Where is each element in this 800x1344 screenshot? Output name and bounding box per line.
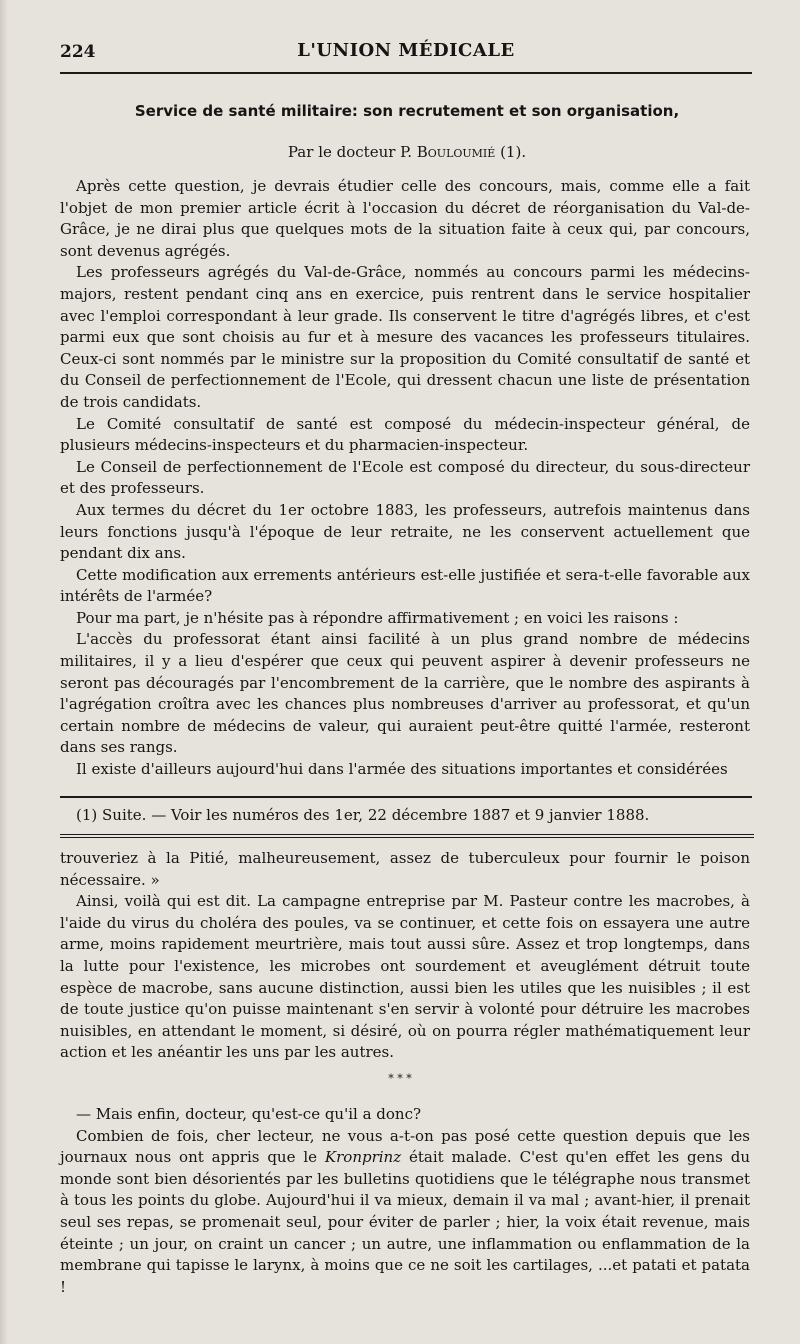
section-asterism: * * * (388, 1072, 412, 1085)
footnote: (1) Suite. — Voir les numéros des 1er, 22 décembre 1887 et 9 janvier 1888. (76, 806, 650, 824)
running-header (60, 40, 752, 70)
paragraph: Le Conseil de perfectionnement de l'Ecole est composé du directeur, du sous-directeur et des professeurs. (60, 457, 750, 498)
paragraph-text: était malade. C'est qu'en effet les gens du monde sont bien désorientés par les bulletins quotidiens que le télégraphe nous transmet à tous les points du globe. Aujourd'hui il va mieux, demain il va mal ; avant-hier, il prenait seul ses repas, se promenait seul, pour éviter de parler ; hier, la voix était revenue, mais éteinte ; un jour, on craint un cancer ; un autre, une inflammation ou enflammation de la membrane qui tapisse le larynx, à moins que ce ne soit les cartilages, ...et patati et patata ! (60, 1148, 750, 1296)
paragraph: Aux termes du décret du 1er octobre 1883, les professeurs, autrefois maintenus dans leurs fonctions jusqu'à l'époque de leur retraite, ne les conservent actuellement que pendant dix ans. (60, 500, 750, 563)
dialogue-line: — Mais enfin, docteur, qu'est-ce qu'il a donc? (76, 1105, 422, 1123)
footnote-rule (60, 796, 752, 798)
paragraph: Les professeurs agrégés du Val-de-Grâce, nommés au concours parmi les médecins-majors, restent pendant cinq ans en exercice, puis rentrent dans le service hospitalier avec l'emploi correspondant à leur grade. Ils conservent le titre d'agrégés libres, et c'est parmi eux que sont choisis au fur et à mesure des vacances les professeurs titulaires. Ceux-ci sont nommés par le ministre sur la proposition du Comité consultatif de santé et du Conseil de perfectionnement de l'Ecole, qui dressent chacun une liste de présentation de trois candidats. (60, 263, 750, 411)
article-byline (62, 143, 752, 161)
paragraph: Après cette question, je devrais étudier celle des concours, mais, comme elle a fait l'objet de mon premier article écrit à l'occasion du décret de réorganisation du Val-de-Grâce, je ne dirai plus que quelques mots de la situation faite à ceux qui, par concours, sont devenus agrégés. (60, 177, 750, 260)
author-name: Bouloumié (416, 143, 496, 161)
byline-prefix: Par le docteur P. (287, 143, 417, 161)
header-rule (60, 72, 752, 74)
emphasis-kronprinz: Kronprinz (324, 1148, 402, 1167)
feuilleton-continuation (60, 1104, 750, 1298)
feuilleton-body (60, 848, 750, 1064)
page-number: 224 (60, 42, 96, 62)
paragraph: Cette modification aux errements antérieurs est-elle justifiée et sera-t-elle favorable aux intérêts de l'armée? (60, 565, 750, 606)
paragraph: Le Comité consultatif de santé est composé du médecin-inspecteur général, de plusieurs médecins-inspecteurs et du pharmacien-inspecteur. (60, 414, 750, 455)
byline-suffix: (1). (495, 143, 527, 161)
paragraph: Ainsi, voilà qui est dit. La campagne entreprise par M. Pasteur contre les macrobes, à l'aide du virus du choléra des poules, va se continuer, et cette fois on essayera une autre arme, moins rapidement meurtrière, mais tout aussi sûre. Assez et trop longtemps, dans la lutte pour l'existence, les microbes ont sourdement et aveuglément détruit toute espèce de macrobe, sans aucune distinction, aussi bien les utiles que les nuisibles ; il est de toute justice qu'on puisse maintenant s'en servir à volonté pour détruire les macrobes nuisibles, en attendant le moment, si désiré, où on pourra régler mathématiquement leur action et les anéantir les uns par les autres. (60, 892, 750, 1062)
paragraph: Il existe d'ailleurs aujourd'hui dans l'armée des situations importantes et considérées (76, 760, 728, 779)
paragraph-text: Combien de fois, cher lecteur, ne vous a-t-on pas posé cette question depuis que les journaux nous ont appris que le (60, 1126, 750, 1167)
journal-title: L'UNION MÉDICALE (297, 40, 515, 61)
page-edge-left (0, 0, 8, 1344)
paragraph: L'accès du professorat étant ainsi facilité à un plus grand nombre de médecins militaires, il y a lieu d'espérer que ceux qui peuvent aspirer à devenir professeurs ne seront pas découragés par l'encombrement de la carrière, que le nombre des aspirants à l'agrégation croîtra avec les chances plus nombreuses d'arriver au professorat, et qu'un certain nombre de médecins de valeur, qui auraient peut-être quitté l'armée, resteront dans ses rangs. (60, 630, 750, 757)
article-body (60, 176, 750, 781)
feuilleton-separator (60, 834, 754, 841)
article-title: Service de santé militaire: son recrutement et son organisation, (134, 102, 680, 120)
paragraph (60, 1126, 750, 1299)
paragraph: trouveriez à la Pitié, malheureusement, assez de tuberculeux pour fournir le poison nécessaire. » (60, 849, 750, 889)
paragraph: Pour ma part, je n'hésite pas à répondre affirmativement ; en voici les raisons : (76, 608, 679, 627)
